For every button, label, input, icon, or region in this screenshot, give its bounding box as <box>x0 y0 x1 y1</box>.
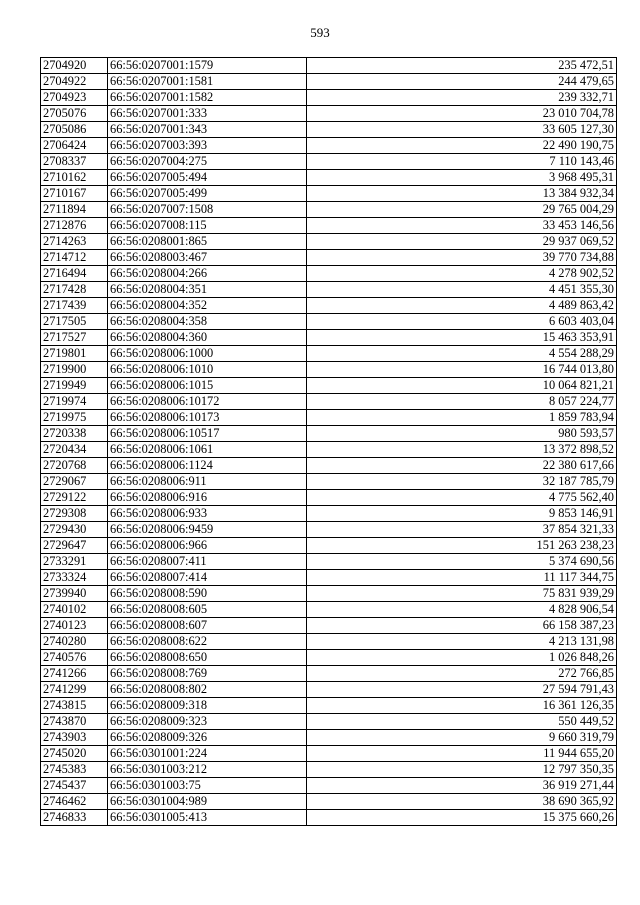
table-row <box>41 458 617 474</box>
cadastral-number-cell: 66:56:0207008:115 <box>108 218 307 234</box>
table-row <box>41 778 617 794</box>
cadastral-value-cell: 1 859 783,94 <box>307 410 617 426</box>
table-row <box>41 698 617 714</box>
cadastral-number-cell: 66:56:0208006:10173 <box>108 410 307 426</box>
table-row <box>41 634 617 650</box>
record-id-cell: 2740123 <box>41 618 108 634</box>
cadastral-value-cell: 22 490 190,75 <box>307 138 617 154</box>
cadastral-number-cell: 66:56:0207005:494 <box>108 170 307 186</box>
table-row <box>41 250 617 266</box>
cadastral-value-cell: 16 361 126,35 <box>307 698 617 714</box>
cadastral-value-cell: 1 026 848,26 <box>307 650 617 666</box>
cadastral-number-cell: 66:56:0301003:212 <box>108 762 307 778</box>
cadastral-value-cell: 7 110 143,46 <box>307 154 617 170</box>
cadastral-value-cell: 13 384 932,34 <box>307 186 617 202</box>
cadastral-value-cell: 32 187 785,79 <box>307 474 617 490</box>
cadastral-number-cell: 66:56:0208008:605 <box>108 602 307 618</box>
cadastral-number-cell: 66:56:0207003:393 <box>108 138 307 154</box>
cadastral-number-cell: 66:56:0207001:333 <box>108 106 307 122</box>
cadastral-value-cell: 15 375 660,26 <box>307 810 617 826</box>
record-id-cell: 2741299 <box>41 682 108 698</box>
table-row <box>41 298 617 314</box>
cadastral-value-cell: 5 374 690,56 <box>307 554 617 570</box>
cadastral-value-cell: 27 594 791,43 <box>307 682 617 698</box>
table-row <box>41 330 617 346</box>
cadastral-value-cell: 4 451 355,30 <box>307 282 617 298</box>
record-id-cell: 2717505 <box>41 314 108 330</box>
table-row <box>41 314 617 330</box>
cadastral-number-cell: 66:56:0208006:1124 <box>108 458 307 474</box>
cadastral-value-cell: 4 775 562,40 <box>307 490 617 506</box>
record-id-cell: 2720768 <box>41 458 108 474</box>
table-body <box>41 58 617 826</box>
cadastral-value-cell: 10 064 821,21 <box>307 378 617 394</box>
record-id-cell: 2719801 <box>41 346 108 362</box>
record-id-cell: 2705076 <box>41 106 108 122</box>
cadastral-number-cell: 66:56:0208007:414 <box>108 570 307 586</box>
cadastral-value-cell: 6 603 403,04 <box>307 314 617 330</box>
table-row <box>41 746 617 762</box>
record-id-cell: 2717527 <box>41 330 108 346</box>
cadastral-number-cell: 66:56:0208006:916 <box>108 490 307 506</box>
cadastral-number-cell: 66:56:0208006:1015 <box>108 378 307 394</box>
cadastral-number-cell: 66:56:0208006:1010 <box>108 362 307 378</box>
record-id-cell: 2746462 <box>41 794 108 810</box>
cadastral-value-cell: 8 057 224,77 <box>307 394 617 410</box>
record-id-cell: 2717439 <box>41 298 108 314</box>
cadastral-number-cell: 66:56:0208001:865 <box>108 234 307 250</box>
table-row <box>41 362 617 378</box>
cadastral-value-cell: 4 828 906,54 <box>307 602 617 618</box>
cadastral-value-cell: 550 449,52 <box>307 714 617 730</box>
cadastral-number-cell: 66:56:0208009:326 <box>108 730 307 746</box>
page-number: 593 <box>310 25 330 40</box>
table-row <box>41 586 617 602</box>
cadastral-value-cell: 4 554 288,29 <box>307 346 617 362</box>
cadastral-number-cell: 66:56:0301003:75 <box>108 778 307 794</box>
table-row <box>41 506 617 522</box>
cadastral-value-cell: 4 213 131,98 <box>307 634 617 650</box>
cadastral-value-cell: 29 937 069,52 <box>307 234 617 250</box>
record-id-cell: 2743815 <box>41 698 108 714</box>
record-id-cell: 2719975 <box>41 410 108 426</box>
record-id-cell: 2704920 <box>41 58 108 74</box>
record-id-cell: 2719949 <box>41 378 108 394</box>
cadastral-value-cell: 37 854 321,33 <box>307 522 617 538</box>
cadastral-value-cell: 9 660 319,79 <box>307 730 617 746</box>
record-id-cell: 2745437 <box>41 778 108 794</box>
record-id-cell: 2708337 <box>41 154 108 170</box>
cadastral-number-cell: 66:56:0208008:607 <box>108 618 307 634</box>
cadastral-value-cell: 39 770 734,88 <box>307 250 617 266</box>
cadastral-number-cell: 66:56:0301001:224 <box>108 746 307 762</box>
table-row <box>41 74 617 90</box>
record-id-cell: 2720434 <box>41 442 108 458</box>
cadastral-value-cell: 9 853 146,91 <box>307 506 617 522</box>
cadastral-number-cell: 66:56:0208006:10172 <box>108 394 307 410</box>
cadastral-number-cell: 66:56:0301005:413 <box>108 810 307 826</box>
table-row <box>41 154 617 170</box>
record-id-cell: 2729122 <box>41 490 108 506</box>
cadastral-number-cell: 66:56:0208006:1061 <box>108 442 307 458</box>
record-id-cell: 2729308 <box>41 506 108 522</box>
cadastral-number-cell: 66:56:0208003:467 <box>108 250 307 266</box>
cadastral-number-cell: 66:56:0208008:650 <box>108 650 307 666</box>
table-row <box>41 186 617 202</box>
table-row <box>41 762 617 778</box>
cadastral-value-cell: 29 765 004,29 <box>307 202 617 218</box>
cadastral-value-cell: 33 453 146,56 <box>307 218 617 234</box>
cadastral-value-cell: 272 766,85 <box>307 666 617 682</box>
table-row <box>41 730 617 746</box>
cadastral-number-cell: 66:56:0208007:411 <box>108 554 307 570</box>
cadastral-value-cell: 66 158 387,23 <box>307 618 617 634</box>
record-id-cell: 2712876 <box>41 218 108 234</box>
cadastral-value-cell: 11 117 344,75 <box>307 570 617 586</box>
cadastral-number-cell: 66:56:0208008:622 <box>108 634 307 650</box>
record-id-cell: 2717428 <box>41 282 108 298</box>
cadastral-number-cell: 66:56:0207001:1582 <box>108 90 307 106</box>
record-id-cell: 2745020 <box>41 746 108 762</box>
table-row <box>41 554 617 570</box>
cadastral-number-cell: 66:56:0208004:352 <box>108 298 307 314</box>
table-row <box>41 90 617 106</box>
record-id-cell: 2733324 <box>41 570 108 586</box>
cadastral-number-cell: 66:56:0208004:266 <box>108 266 307 282</box>
record-id-cell: 2716494 <box>41 266 108 282</box>
cadastral-value-cell: 13 372 898,52 <box>307 442 617 458</box>
record-id-cell: 2714712 <box>41 250 108 266</box>
cadastral-value-cell: 33 605 127,30 <box>307 122 617 138</box>
record-id-cell: 2739940 <box>41 586 108 602</box>
record-id-cell: 2743903 <box>41 730 108 746</box>
table-row <box>41 378 617 394</box>
table-row <box>41 490 617 506</box>
table-row <box>41 714 617 730</box>
record-id-cell: 2729430 <box>41 522 108 538</box>
table-row <box>41 266 617 282</box>
cadastral-value-cell: 36 919 271,44 <box>307 778 617 794</box>
record-id-cell: 2710162 <box>41 170 108 186</box>
cadastral-value-cell: 235 472,51 <box>307 58 617 74</box>
cadastral-value-table <box>40 57 617 826</box>
cadastral-number-cell: 66:56:0208006:966 <box>108 538 307 554</box>
record-id-cell: 2741266 <box>41 666 108 682</box>
cadastral-number-cell: 66:56:0208006:911 <box>108 474 307 490</box>
record-id-cell: 2719974 <box>41 394 108 410</box>
table-row <box>41 794 617 810</box>
table-row <box>41 570 617 586</box>
table-row <box>41 218 617 234</box>
table-row <box>41 666 617 682</box>
cadastral-value-cell: 980 593,57 <box>307 426 617 442</box>
cadastral-number-cell: 66:56:0208004:358 <box>108 314 307 330</box>
table-row <box>41 346 617 362</box>
cadastral-number-cell: 66:56:0208004:351 <box>108 282 307 298</box>
record-id-cell: 2711894 <box>41 202 108 218</box>
cadastral-value-cell: 151 263 238,23 <box>307 538 617 554</box>
table-row <box>41 602 617 618</box>
cadastral-value-cell: 4 489 863,42 <box>307 298 617 314</box>
table-row <box>41 58 617 74</box>
record-id-cell: 2719900 <box>41 362 108 378</box>
cadastral-value-cell: 23 010 704,78 <box>307 106 617 122</box>
cadastral-value-cell: 15 463 353,91 <box>307 330 617 346</box>
cadastral-value-cell: 11 944 655,20 <box>307 746 617 762</box>
table-row <box>41 618 617 634</box>
record-id-cell: 2745383 <box>41 762 108 778</box>
cadastral-value-cell: 12 797 350,35 <box>307 762 617 778</box>
cadastral-value-cell: 38 690 365,92 <box>307 794 617 810</box>
record-id-cell: 2714263 <box>41 234 108 250</box>
cadastral-number-cell: 66:56:0207001:1579 <box>108 58 307 74</box>
cadastral-number-cell: 66:56:0208009:318 <box>108 698 307 714</box>
table-row <box>41 202 617 218</box>
table-row <box>41 122 617 138</box>
cadastral-value-cell: 75 831 939,29 <box>307 586 617 602</box>
cadastral-number-cell: 66:56:0301004:989 <box>108 794 307 810</box>
table-row <box>41 522 617 538</box>
record-id-cell: 2740576 <box>41 650 108 666</box>
record-id-cell: 2706424 <box>41 138 108 154</box>
cadastral-number-cell: 66:56:0208006:933 <box>108 506 307 522</box>
cadastral-value-cell: 4 278 902,52 <box>307 266 617 282</box>
cadastral-number-cell: 66:56:0208006:10517 <box>108 426 307 442</box>
cadastral-number-cell: 66:56:0208009:323 <box>108 714 307 730</box>
cadastral-number-cell: 66:56:0207005:499 <box>108 186 307 202</box>
table-row <box>41 474 617 490</box>
record-id-cell: 2704923 <box>41 90 108 106</box>
record-id-cell: 2743870 <box>41 714 108 730</box>
table-row <box>41 810 617 826</box>
record-id-cell: 2705086 <box>41 122 108 138</box>
cadastral-number-cell: 66:56:0208008:802 <box>108 682 307 698</box>
table-row <box>41 138 617 154</box>
cadastral-number-cell: 66:56:0208008:590 <box>108 586 307 602</box>
cadastral-number-cell: 66:56:0207004:275 <box>108 154 307 170</box>
table-row <box>41 538 617 554</box>
table-row <box>41 394 617 410</box>
table-row <box>41 426 617 442</box>
table-row <box>41 410 617 426</box>
cadastral-number-cell: 66:56:0208004:360 <box>108 330 307 346</box>
cadastral-value-cell: 22 380 617,66 <box>307 458 617 474</box>
cadastral-value-cell: 16 744 013,80 <box>307 362 617 378</box>
cadastral-value-cell: 3 968 495,31 <box>307 170 617 186</box>
cadastral-number-cell: 66:56:0208006:1000 <box>108 346 307 362</box>
table-row <box>41 106 617 122</box>
record-id-cell: 2729647 <box>41 538 108 554</box>
cadastral-number-cell: 66:56:0207007:1508 <box>108 202 307 218</box>
record-id-cell: 2710167 <box>41 186 108 202</box>
cadastral-value-cell: 239 332,71 <box>307 90 617 106</box>
cadastral-number-cell: 66:56:0207001:343 <box>108 122 307 138</box>
cadastral-number-cell: 66:56:0208008:769 <box>108 666 307 682</box>
table-row <box>41 234 617 250</box>
cadastral-number-cell: 66:56:0208006:9459 <box>108 522 307 538</box>
record-id-cell: 2740280 <box>41 634 108 650</box>
record-id-cell: 2704922 <box>41 74 108 90</box>
cadastral-number-cell: 66:56:0207001:1581 <box>108 74 307 90</box>
cadastral-value-cell: 244 479,65 <box>307 74 617 90</box>
table-row <box>41 170 617 186</box>
table-row <box>41 650 617 666</box>
table-row <box>41 442 617 458</box>
record-id-cell: 2740102 <box>41 602 108 618</box>
record-id-cell: 2746833 <box>41 810 108 826</box>
record-id-cell: 2720338 <box>41 426 108 442</box>
record-id-cell: 2729067 <box>41 474 108 490</box>
record-id-cell: 2733291 <box>41 554 108 570</box>
table-row <box>41 282 617 298</box>
table-row <box>41 682 617 698</box>
